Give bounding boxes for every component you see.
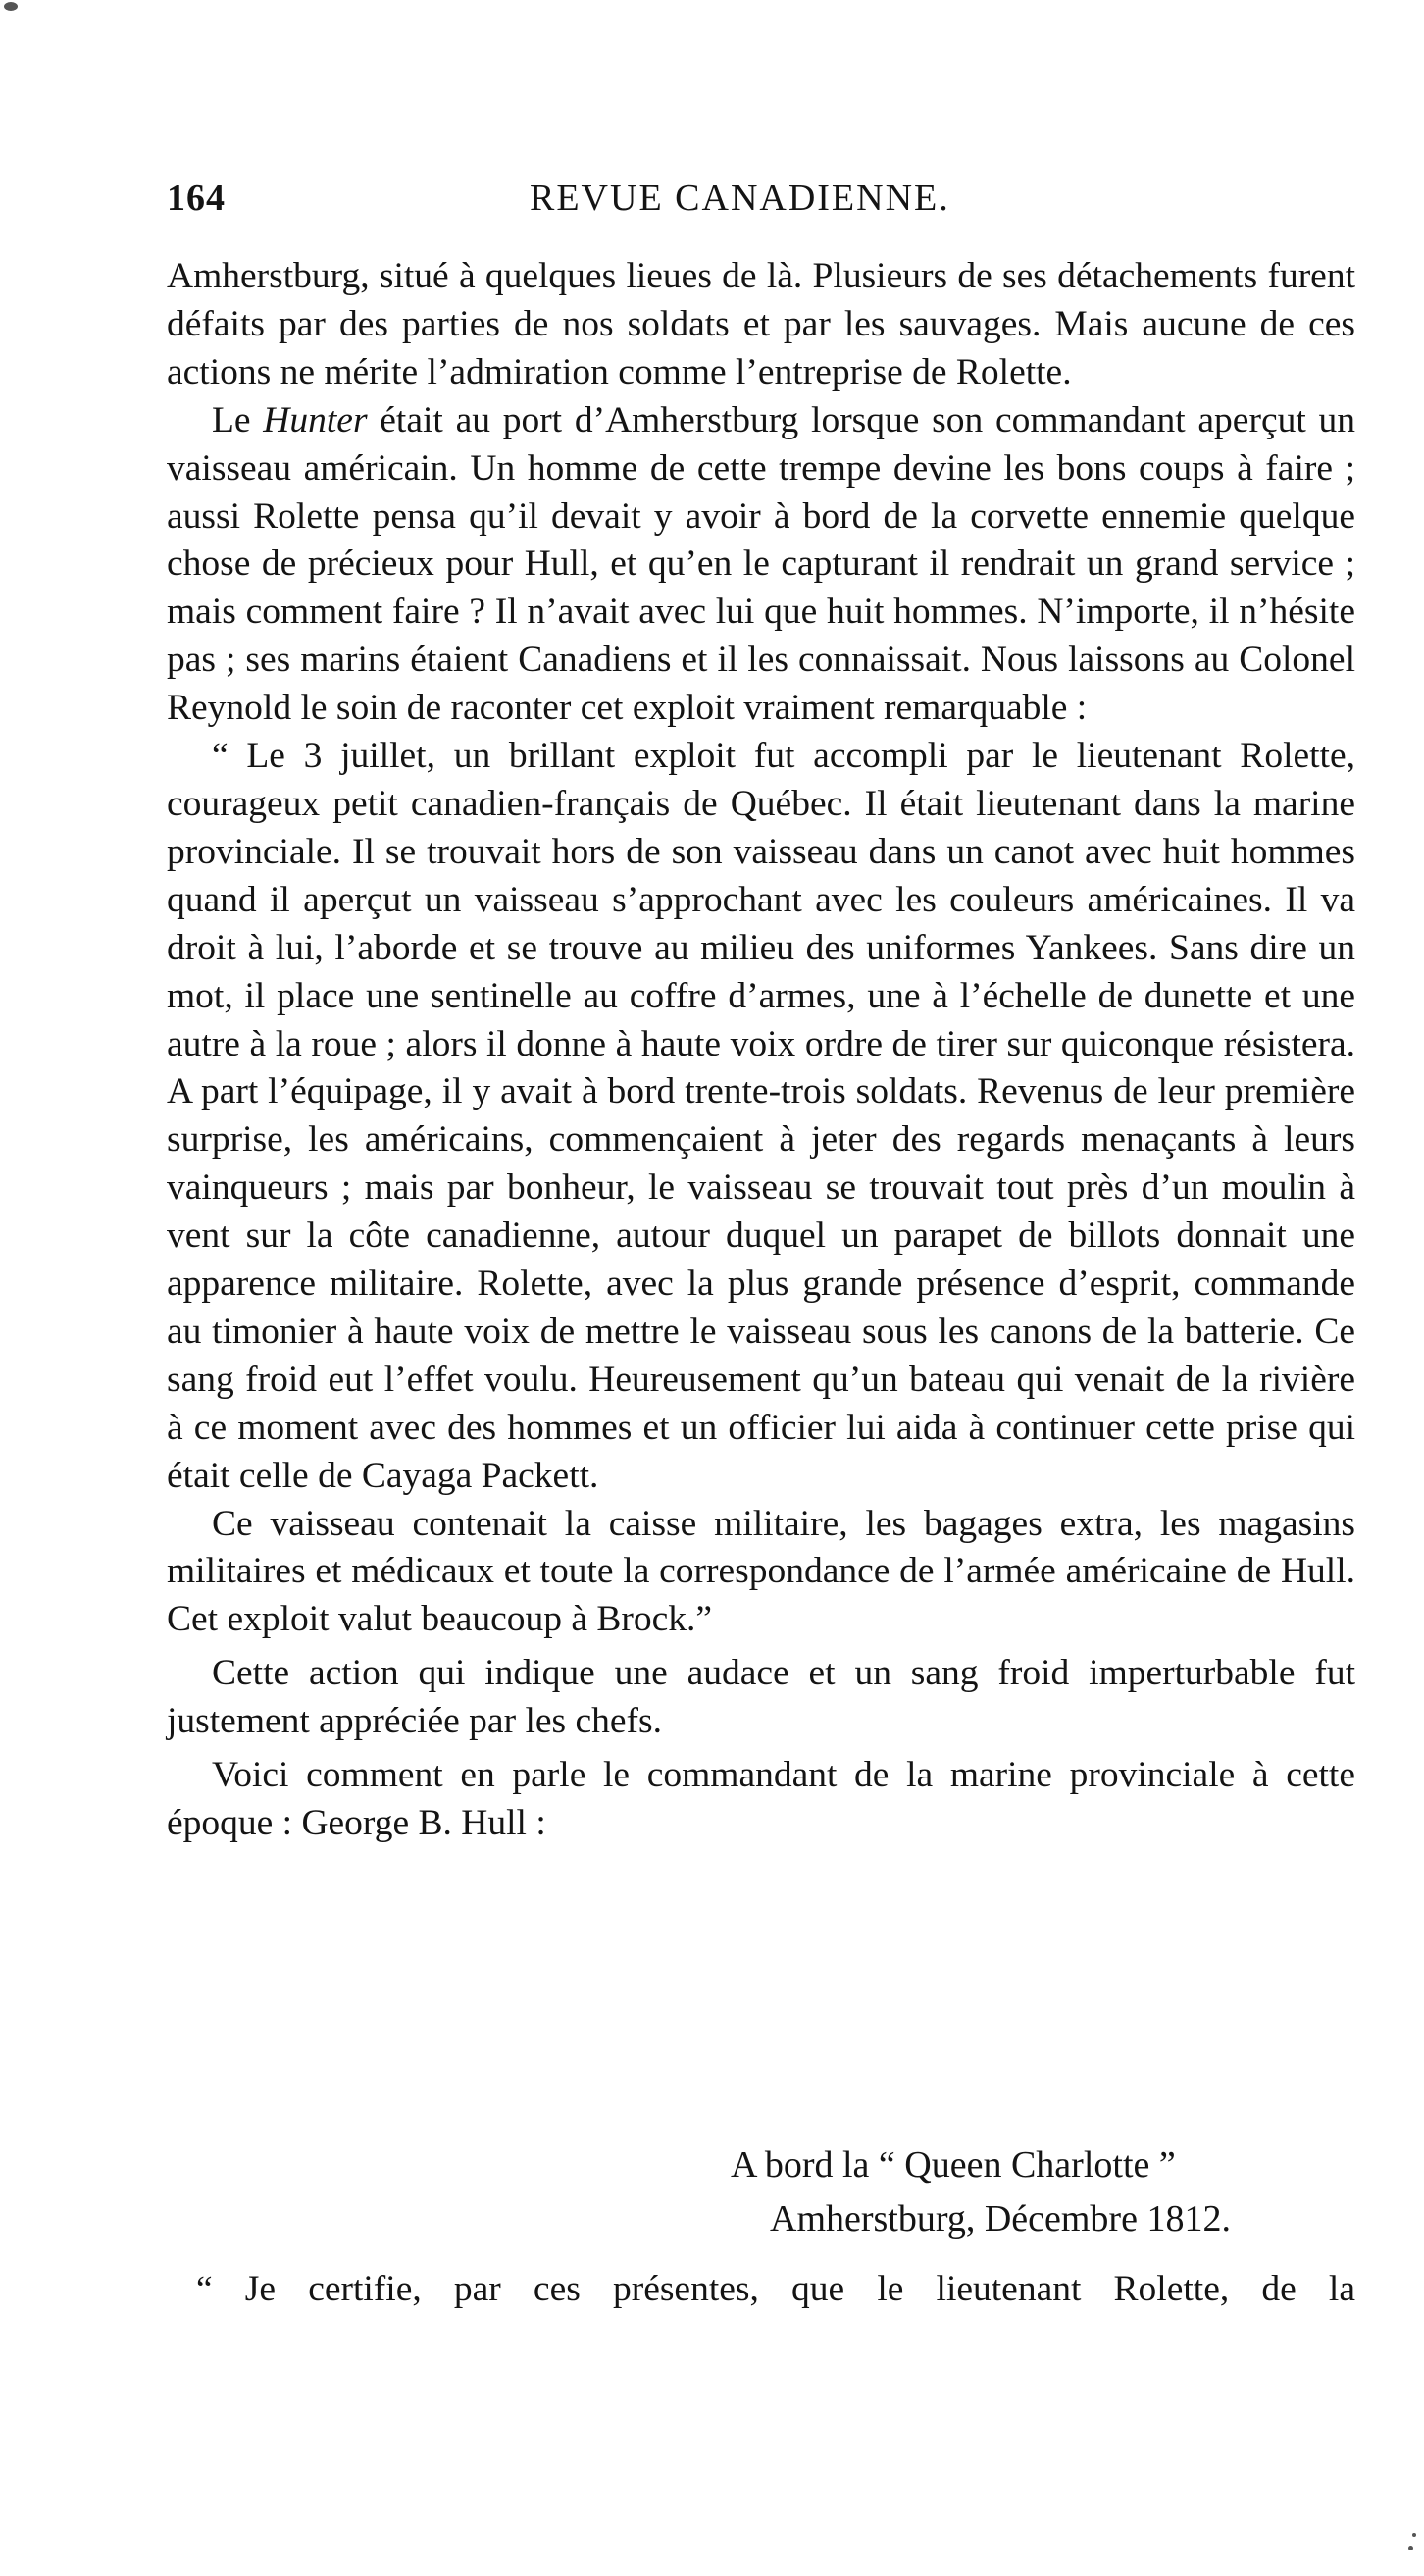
page-header (167, 177, 1353, 235)
edge-speck (1412, 2533, 1416, 2537)
edge-speck (1408, 2546, 1413, 2550)
letter-heading (731, 2138, 1231, 2246)
paragraph: Voici comment en parle le commandant de la marine provinciale à cette époque : George B. Hull : (167, 1755, 1355, 1843)
ship-name-italic: Hunter (263, 399, 368, 440)
paragraph: Amherstburg, situé à quelques lieues de là. Plusieurs de ses détachements furent défaits par des parties de nos soldats et par les sauvages. Mais aucune de ces actions ne mérite l’admiration comme l’entreprise de Rolette. (167, 256, 1355, 392)
quoted-paragraph: Ce vaisseau contenait la caisse militaire, les bagages extra, les magasins militaires et médicaux et toute la correspondance de l’armée américaine de Hull. Cet exploit valut beaucoup à Brock.” (167, 1503, 1355, 1640)
paragraph-text: Le (212, 399, 264, 440)
corner-speck (4, 2, 18, 11)
letter-date-line: Amherstburg, Décembre 1812. (770, 2198, 1231, 2240)
running-head: REVUE CANADIENNE. (530, 178, 950, 219)
letter-place-line: A bord la “ Queen Charlotte ” (731, 2144, 1176, 2186)
paragraph: Cette action qui indique une audace et un sang froid imperturbable fut justement appréciée par les chefs. (167, 1653, 1355, 1742)
page-number: 164 (167, 178, 226, 219)
body-text (167, 253, 1355, 1848)
paragraph-text: était au port d’Amherstburg lorsque son commandant aperçut un vaisseau américain. Un homme de cette trempe devine les bons coups à faire ; aussi Rolette pensa qu’il devait y avoir à bord de la corvette ennemie quelque chose de précieux pour Hull, et qu’en le capturant il rendrait un grand service ; mais comment faire ? Il n’avait avec lui que huit hommes. N’importe, il n’hésite pas ; ses marins étaient Canadiens et il les connaissait. Nous laissons au Colonel Reynold le soin de raconter cet exploit vraiment remarquable : (167, 399, 1355, 729)
letter-first-line: “ Je certifie, par ces présentes, que le lieutenant Rolette, de la (196, 2269, 1355, 2309)
quoted-paragraph: “ Le 3 juillet, un brillant exploit fut accompli par le lieutenant Rolette, courageux petit canadien-français de Québec. Il était lieutenant dans la marine provinciale. Il se trouvait hors de son vaisseau dans un canot avec huit hommes quand il aperçut un vaisseau s’approchant avec les couleurs américaines. Il va droit à lui, l’aborde et se trouve au milieu des uniformes Yankees. Sans dire un mot, il place une sentinelle au coffre d’armes, une à l’échelle de dunette et une autre à la roue ; alors il donne à haute voix ordre de tirer sur quiconque résistera. A part l’équipage, il y avait à bord trente-trois soldats. Revenus de leur première surprise, les américains, commençaient à jeter des regards menaçants à leurs vainqueurs ; mais par bonheur, le vaisseau se trouvait tout près d’un moulin à vent sur la côte canadienne, autour duquel un parapet de billots donnait une apparence militaire. Rolette, avec la plus grande présence d’esprit, commande au timonier à haute voix de mettre le vaisseau sous les canons de la batterie. Ce sang froid eut l’effet voulu. Heureusement qu’un bateau qui venait de la rivière à ce moment avec des hommes et un officier lui aida à continuer cette prise qui était celle de Cayaga Packett. (167, 736, 1355, 1496)
paragraph (167, 397, 1355, 733)
